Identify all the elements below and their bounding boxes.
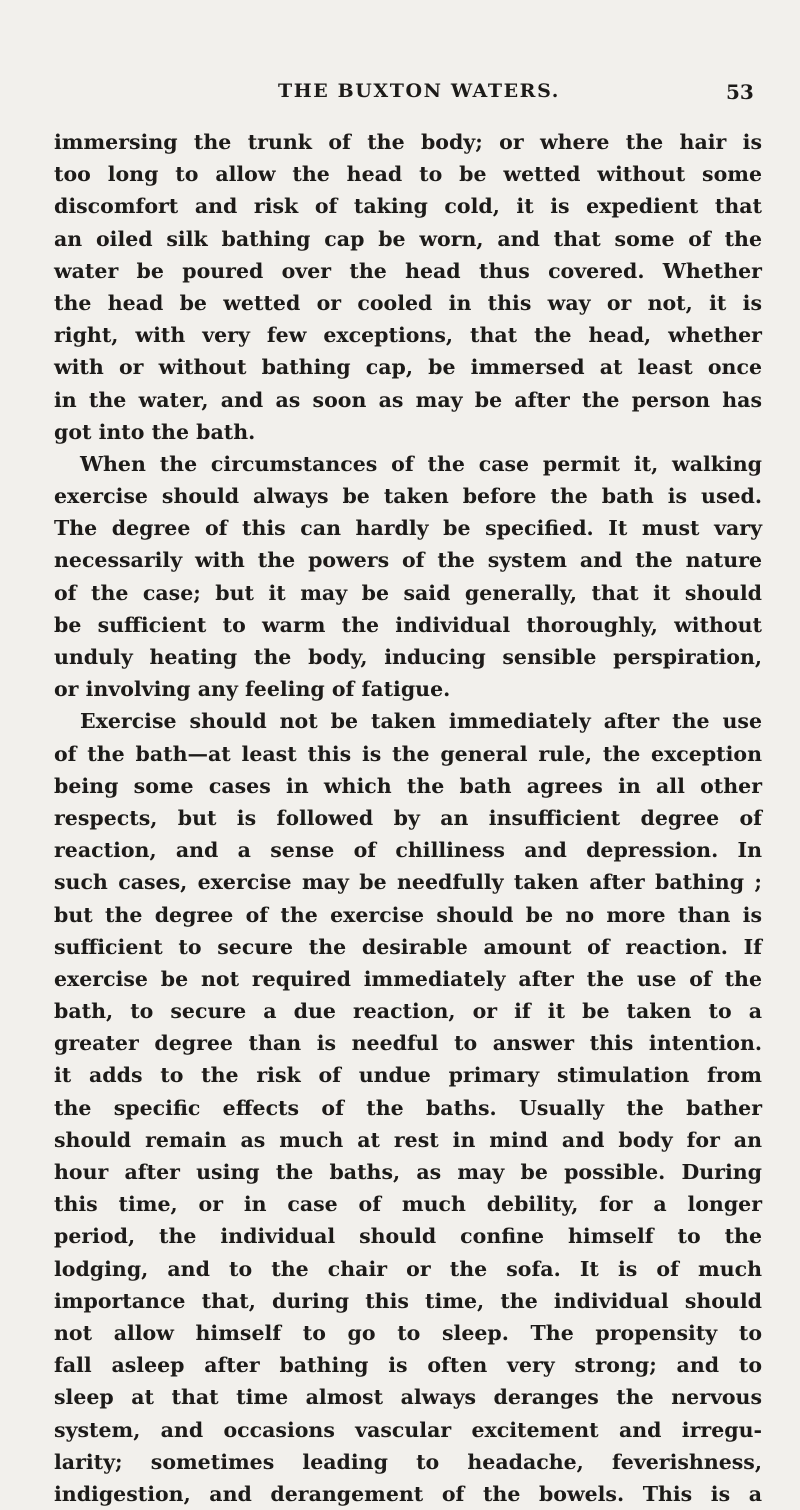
text-line: exercise be not required immediately after the use of the [54, 966, 762, 991]
text-line: sleep at that time almost always deranges the nervous [54, 1385, 762, 1410]
text-line: right, with very few exceptions, that the head, whether [54, 323, 762, 348]
text-line: the head be wetted or cooled in this way or not, it is [54, 290, 762, 315]
text-line: in the water, and as soon as may be after the person has [54, 387, 762, 412]
body-text [54, 126, 762, 1510]
text-line: reaction, and a sense of chilliness and depression. In [54, 838, 762, 863]
text-line: the specific effects of the baths. Usually the bather [54, 1095, 762, 1120]
text-line: this time, or in case of much debility, for a longer [54, 1192, 762, 1217]
text-line: period, the individual should confine himself to the [54, 1224, 762, 1249]
text-line: larity; sometimes leading to headache, feverishness, [54, 1449, 762, 1474]
text-line: greater degree than is needful to answer this intention. [54, 1031, 762, 1056]
text-line: should remain as much at rest in mind and body for an [54, 1127, 762, 1152]
text-line: indigestion, and derangement of the bowels. This is a [54, 1481, 762, 1506]
text-line: hour after using the baths, as may be possible. During [54, 1160, 762, 1184]
text-line: discomfort and risk of taking cold, it is expedient that [54, 194, 762, 219]
text-line: fall asleep after bathing is often very strong; and to [54, 1353, 762, 1378]
text-line: it adds to the risk of undue primary stimulation from [54, 1063, 762, 1088]
text-line: When the circumstances of the case permit it, walking [80, 451, 762, 476]
text-line: respects, but is followed by an insufficient degree of [54, 805, 762, 830]
text-line: but the degree of the exercise should be no more than is [54, 902, 762, 927]
text-line: with or without bathing cap, be immersed at least once [54, 355, 762, 380]
running-title: THE BUXTON WATERS. [278, 80, 560, 102]
text-line: got into the bath. [54, 419, 256, 444]
text-line: immersing the trunk of the body; or where the hair is [54, 130, 762, 154]
text-line: exercise should always be taken before the bath is used. [54, 484, 762, 509]
text-line: too long to allow the head to be wetted without some [54, 162, 762, 187]
text-line: unduly heating the body, inducing sensible perspiration, [54, 645, 762, 669]
text-line: necessarily with the powers of the system and the nature [54, 548, 762, 573]
text-line: of the case; but it may be said generally, that it should [54, 580, 762, 605]
text-line: water be poured over the head thus covered. Whether [54, 258, 762, 283]
text-line: such cases, exercise may be needfully taken after bathing ; [54, 870, 762, 895]
text-line: Exercise should not be taken immediately after the use [80, 709, 762, 734]
page-number: 53 [726, 80, 754, 104]
text-line: an oiled silk bathing cap be worn, and that some of the [54, 226, 762, 251]
text-line: sufficient to secure the desirable amount of reaction. If [54, 934, 762, 959]
text-line: being some cases in which the bath agrees in all other [54, 773, 762, 798]
text-line: importance that, during this time, the individual should [54, 1288, 762, 1313]
page-header [0, 80, 800, 120]
text-line: The degree of this can hardly be specified. It must vary [54, 516, 762, 541]
text-line: system, and occasions vascular excitement and irregu- [54, 1417, 762, 1442]
text-line: of the bath—at least this is the general rule, the exception [54, 741, 762, 766]
text-line: or involving any feeling of fatigue. [54, 677, 451, 702]
text-line: not allow himself to go to sleep. The propensity to [54, 1320, 762, 1345]
text-line: be sufficient to warm the individual thoroughly, without [54, 612, 762, 637]
text-line: bath, to secure a due reaction, or if it be taken to a [54, 999, 762, 1024]
text-line: lodging, and to the chair or the sofa. It is of much [54, 1256, 762, 1281]
